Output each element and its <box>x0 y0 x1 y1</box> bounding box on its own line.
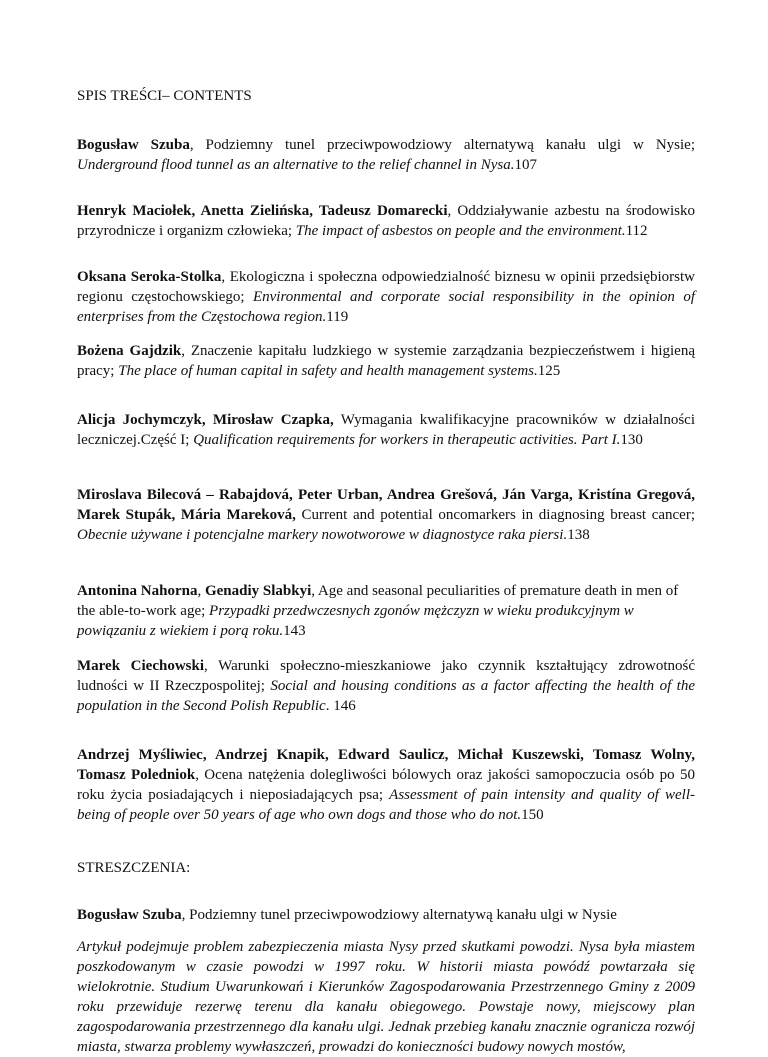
entry-title-pl: Wymagania kwalifikacyjne pracowników w działalności leczniczej.Część I; <box>77 412 695 448</box>
entry-page: 143 <box>283 623 306 639</box>
entry-title-pl: , Warunki społeczno-mieszkaniowe jako czynnik kształtujący zdrowotność ludności w II Rzeczpospolitej; <box>77 658 695 694</box>
toc-entry <box>77 485 695 545</box>
entry-page: 138 <box>567 527 590 543</box>
entry-title-pl: , Znaczenie kapitału ludzkiego w systemie zarządzania bezpieczeństwem i higieną pracy; <box>77 343 695 379</box>
entry-authors: Henryk Maciołek, Anetta Zielińska, Tadeusz Domarecki <box>77 203 448 219</box>
entry-title-en: Obecnie używane i potencjalne markery nowotworowe w diagnostyce raka piersi. <box>77 527 568 543</box>
summary-title: , Podziemny tunel przeciwpowodziowy alternatywą kanału ulgi w Nysie <box>181 907 617 923</box>
entry-page: . 146 <box>325 698 356 714</box>
entry-page: 130 <box>620 432 643 448</box>
toc-entry <box>77 341 695 381</box>
entry-title-pl: , Oddziaływanie azbestu na środowisko przyrodnicze i organizm człowieka; <box>77 203 695 239</box>
summary-authors: Bogusław Szuba <box>77 907 182 923</box>
entry-page: 112 <box>625 223 648 239</box>
entry-authors: Oksana Seroka-Stolka <box>77 269 222 285</box>
summary-abstract: Artykuł podejmuje problem zabezpieczenia miasta Nysy przed skutkami powodzi. Nysa była miastem poszkodowanym w czasie powodzi w 1997 roku. W historii miasta powódź powtarzała się wielokrotnie. Studium Uwarunkowań i Kierunków Zagospodarowania Przestrzennego Gminy z 2009 roku przewiduje rezerwę terenu dla kanału obiegowego. Powstaje nowy, miejscowy plan zagospodarowania przestrzennego dla kanału ulgi. Jednak przebieg kanału znacznie ogranicza rozwój miasta, stwarza problemy wywłaszczeń, prowadzi do konieczności budowy nowych mostów, <box>77 939 695 1055</box>
entry-title-en: The impact of asbestos on people and the environment. <box>295 223 626 239</box>
entry-authors: Bożena Gajdzik <box>77 343 182 359</box>
summary-header <box>77 905 695 925</box>
entry-title-en: Underground flood tunnel as an alternative to the relief channel in Nysa. <box>77 157 515 173</box>
entry-authors: Antonina Nahorna <box>77 583 198 599</box>
entry-page: 125 <box>537 363 561 379</box>
entry-authors: Bogusław Szuba <box>77 137 190 153</box>
toc-entry <box>77 201 695 241</box>
entry-page: 150 <box>521 807 544 823</box>
entry-title-pl: , <box>197 583 205 599</box>
entry-title-en: Assessment of pain intensity and quality of well-being of people over 50 years of age who own dogs and those who do not. <box>77 787 695 823</box>
entry-title-en: Social and housing conditions as a factor affecting the health of the population in the Second Polish Republic <box>77 678 696 714</box>
entry-title-pl: , Podziemny tunel przeciwpowodziowy alternatywą kanału ulgi w Nysie; <box>189 137 696 153</box>
entry-page: 107 <box>514 157 537 173</box>
entry-title-en: The place of human capital in safety and health management systems. <box>118 363 538 379</box>
entry-title-pl: , Ekologiczna i społeczna odpowiedzialność biznesu w opinii przedsiębiorstw regionu częstochowskiego; <box>77 269 695 305</box>
entry-title-en: Qualification requirements for workers in therapeutic activities. Part I. <box>193 432 621 448</box>
toc-entry <box>77 267 695 327</box>
entry-title-en: Environmental and corporate social responsibility in the opinion of enterprises from the Częstochowa region. <box>77 289 696 325</box>
toc-entry <box>77 581 695 641</box>
entry-title-en: Przypadki przedwczesnych zgonów mężczyzn w wieku produkcyjnym w powiązaniu z wiekiem i porą roku. <box>77 603 634 639</box>
contents-heading: SPIS TREŚCI– CONTENTS <box>77 88 252 104</box>
entry-authors: Alicja Jochymczyk, Mirosław Czapka, <box>77 412 334 428</box>
entry-title-pl-second: , Age and seasonal peculiarities of premature death in men of the able-to-work age; <box>77 583 679 619</box>
entry-authors: Miroslava Bilecová – Rabajdová, Peter Urban, Andrea Grešová, Ján Varga, Kristína Gregová, Marek Stupák, Mária Mareková, <box>77 487 695 523</box>
toc-entry <box>77 135 695 175</box>
entry-authors-second: Genadiy Slabkyi <box>204 583 312 599</box>
toc-entry <box>77 745 695 825</box>
entry-authors: Andrzej Myśliwiec, Andrzej Knapik, Edward Saulicz, Michał Kuszewski, Tomasz Wolny, Tomasz Poledniok <box>77 747 695 783</box>
summaries-heading: STRESZCZENIA: <box>77 860 191 876</box>
toc-entry <box>77 410 695 450</box>
entry-authors: Marek Ciechowski <box>77 658 205 674</box>
entry-title-pl: , Ocena natężenia dolegliwości bólowych oraz jakości samopoczucia osób po 50 roku życia posiadających i nieposiadających psa; <box>77 767 695 803</box>
toc-entry <box>77 656 695 716</box>
entry-title-pl: Current and potential oncomarkers in diagnosing breast cancer; <box>295 507 695 523</box>
entry-page: 119 <box>326 309 349 325</box>
